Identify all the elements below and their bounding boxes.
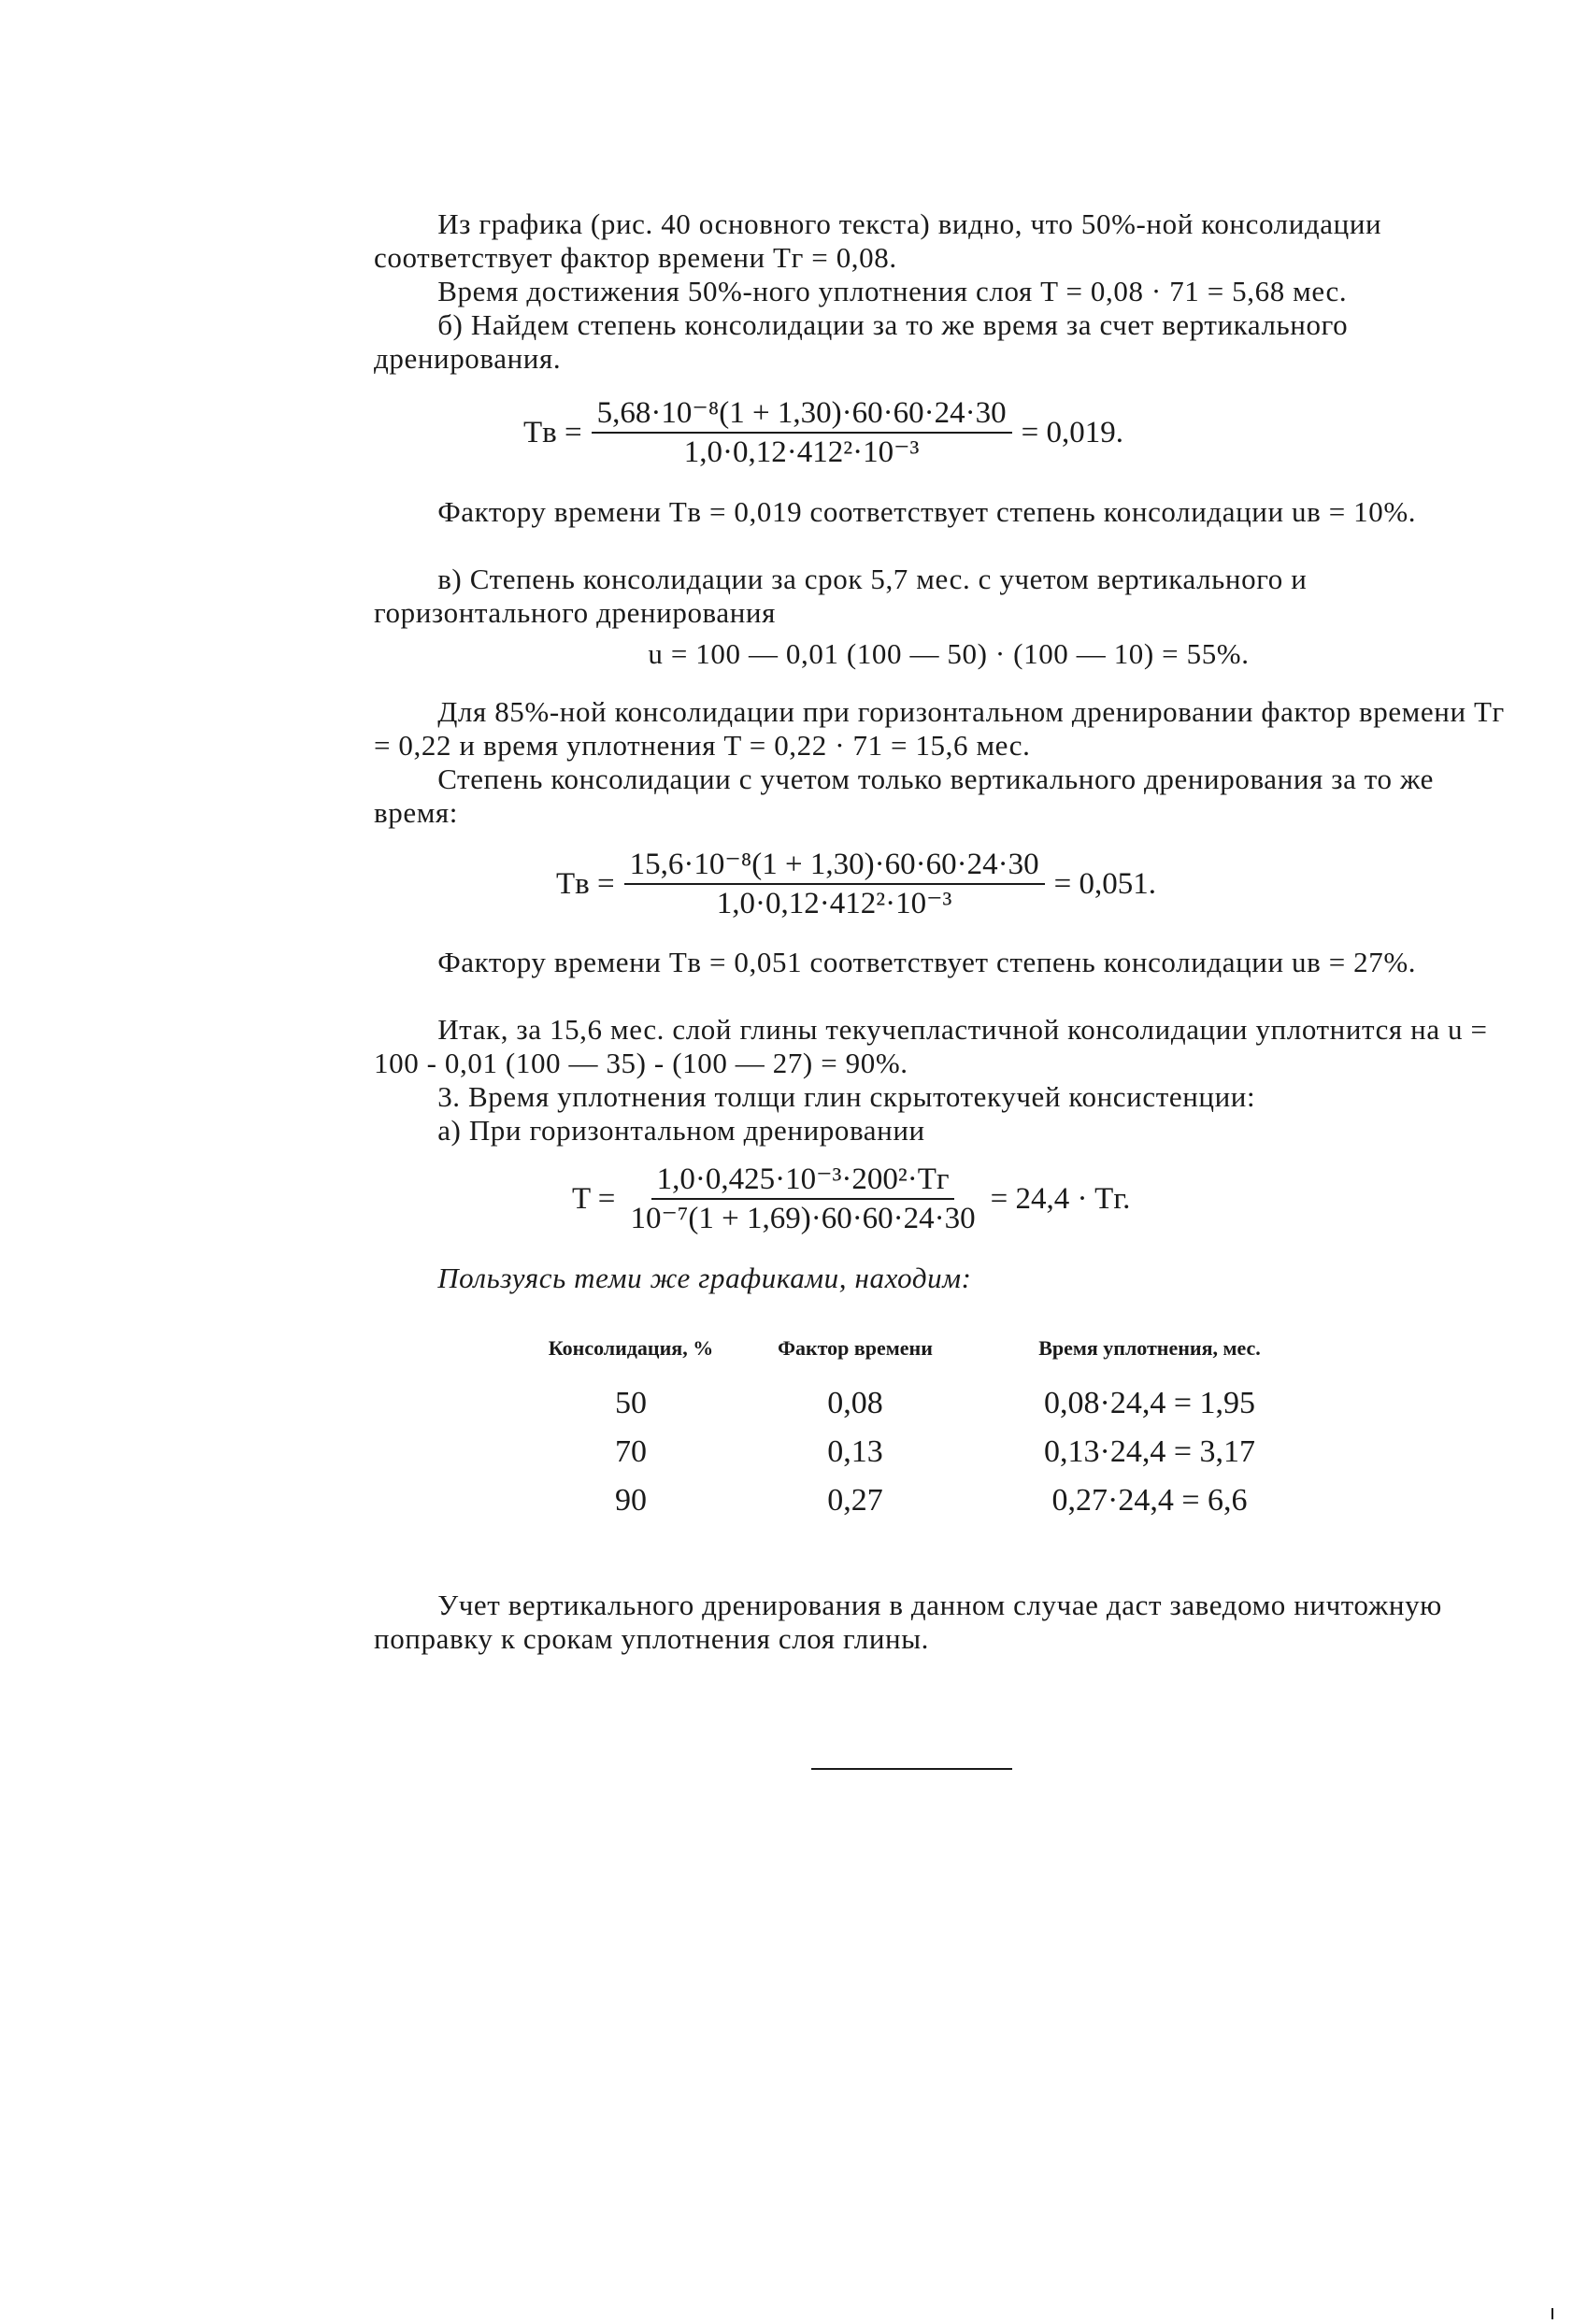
formula-numerator: 1,0·0,425·10⁻³·200²·Tг xyxy=(651,1161,955,1200)
header-time-factor: Фактор времени xyxy=(778,1336,933,1360)
cell-consolidation: 70 xyxy=(615,1434,647,1469)
formula-fraction xyxy=(592,394,1012,471)
cell-time-factor: 0,27 xyxy=(827,1483,883,1518)
consolidation-table xyxy=(523,1336,1327,1525)
paragraph-tv-051: Фактору времени Tв = 0,051 соответствует степень консолидации uв = 27%. xyxy=(437,946,1417,978)
cell-compaction-time: 0,27·24,4 = 6,6 xyxy=(1051,1483,1248,1518)
table-header xyxy=(523,1336,1327,1361)
paragraph-conclusion: Учет вертикального дренирования в данном случае даст заведомо ничтожную поправку к срокам уплотнения слоя глины. xyxy=(374,1589,1442,1655)
paragraph-85-percent: Для 85%-ной консолидации при горизонтальном дренировании фактор времени Tг = 0,22 и время уплотнения T = 0,22 · 71 = 15,6 мес. xyxy=(374,695,1505,762)
formula-lhs: Tв = xyxy=(523,415,582,449)
formula-tv-2 xyxy=(556,846,1156,922)
paragraph-vertical-only: Степень консолидации с учетом только вертикального дренирования за то же время: xyxy=(374,763,1434,829)
paragraph-b-vertical: б) Найдем степень консолидации за то же время за счет вертикального дренирования. xyxy=(374,308,1349,375)
formula-lhs: Tв = xyxy=(556,866,615,901)
formula-numerator: 5,68·10⁻⁸(1 + 1,30)·60·60·24·30 xyxy=(592,394,1012,434)
scan-mark xyxy=(1551,2308,1553,2319)
formula-tv-1 xyxy=(523,394,1123,471)
paragraph-using-graphs: Пользуясь теми же графиками, находим: xyxy=(437,1262,972,1294)
formula-u-55: u = 100 — 0,01 (100 — 50) · (100 — 10) = 55%. xyxy=(648,637,1250,670)
paragraph-graph: Из графика (рис. 40 основного текста) видно, что 50%-ной консолидации соответствует фактор времени Tг = 0,08. xyxy=(374,207,1382,274)
table-row xyxy=(523,1379,1327,1428)
formula-fraction xyxy=(624,1161,980,1237)
paragraph-tv-019: Фактору времени Tв = 0,019 соответствует степень консолидации uв = 10%. xyxy=(437,495,1417,528)
paragraph-a-horizontal: а) При горизонтальном дренировании xyxy=(437,1114,925,1147)
table-row xyxy=(523,1428,1327,1476)
table-row xyxy=(523,1476,1327,1525)
formula-denominator: 10⁻⁷(1 + 1,69)·60·60·24·30 xyxy=(630,1202,976,1235)
cell-compaction-time: 0,13·24,4 = 3,17 xyxy=(1044,1434,1255,1469)
formula-rhs: = 0,019. xyxy=(1021,415,1123,449)
end-rule xyxy=(811,1768,1012,1770)
paragraph-v-combined: в) Степень консолидации за срок 5,7 мес. с учетом вертикального и горизонтального дренирования xyxy=(374,563,1308,629)
formula-rhs: = 24,4 · Tг. xyxy=(990,1181,1131,1216)
cell-consolidation: 90 xyxy=(615,1483,647,1518)
formula-denominator: 1,0·0,12·412²·10⁻³ xyxy=(716,887,952,920)
formula-numerator: 15,6·10⁻⁸(1 + 1,30)·60·60·24·30 xyxy=(624,846,1045,885)
formula-lhs: T = xyxy=(572,1181,616,1216)
cell-time-factor: 0,08 xyxy=(827,1386,883,1420)
cell-time-factor: 0,13 xyxy=(827,1434,883,1469)
header-consolidation: Консолидация, % xyxy=(548,1336,714,1360)
cell-consolidation: 50 xyxy=(615,1386,647,1420)
paragraph-section-3: 3. Время уплотнения толщи глин скрытотекучей консистенции: xyxy=(437,1080,1256,1113)
paragraph-time-50: Время достижения 50%-ного уплотнения слоя T = 0,08 · 71 = 5,68 мес. xyxy=(437,275,1348,307)
paragraph-result-90: Итак, за 15,6 мес. слой глины текучепластичной консолидации уплотнится на u = 100 - 0,01 (100 — 35) - (100 — 27) = 90%. xyxy=(374,1013,1488,1079)
header-compaction-time: Время уплотнения, мес. xyxy=(1038,1336,1261,1360)
cell-compaction-time: 0,08·24,4 = 1,95 xyxy=(1044,1386,1255,1420)
formula-rhs: = 0,051. xyxy=(1053,866,1156,901)
formula-t-horizontal xyxy=(572,1161,1130,1237)
formula-fraction xyxy=(624,846,1045,922)
formula-denominator: 1,0·0,12·412²·10⁻³ xyxy=(683,435,920,469)
